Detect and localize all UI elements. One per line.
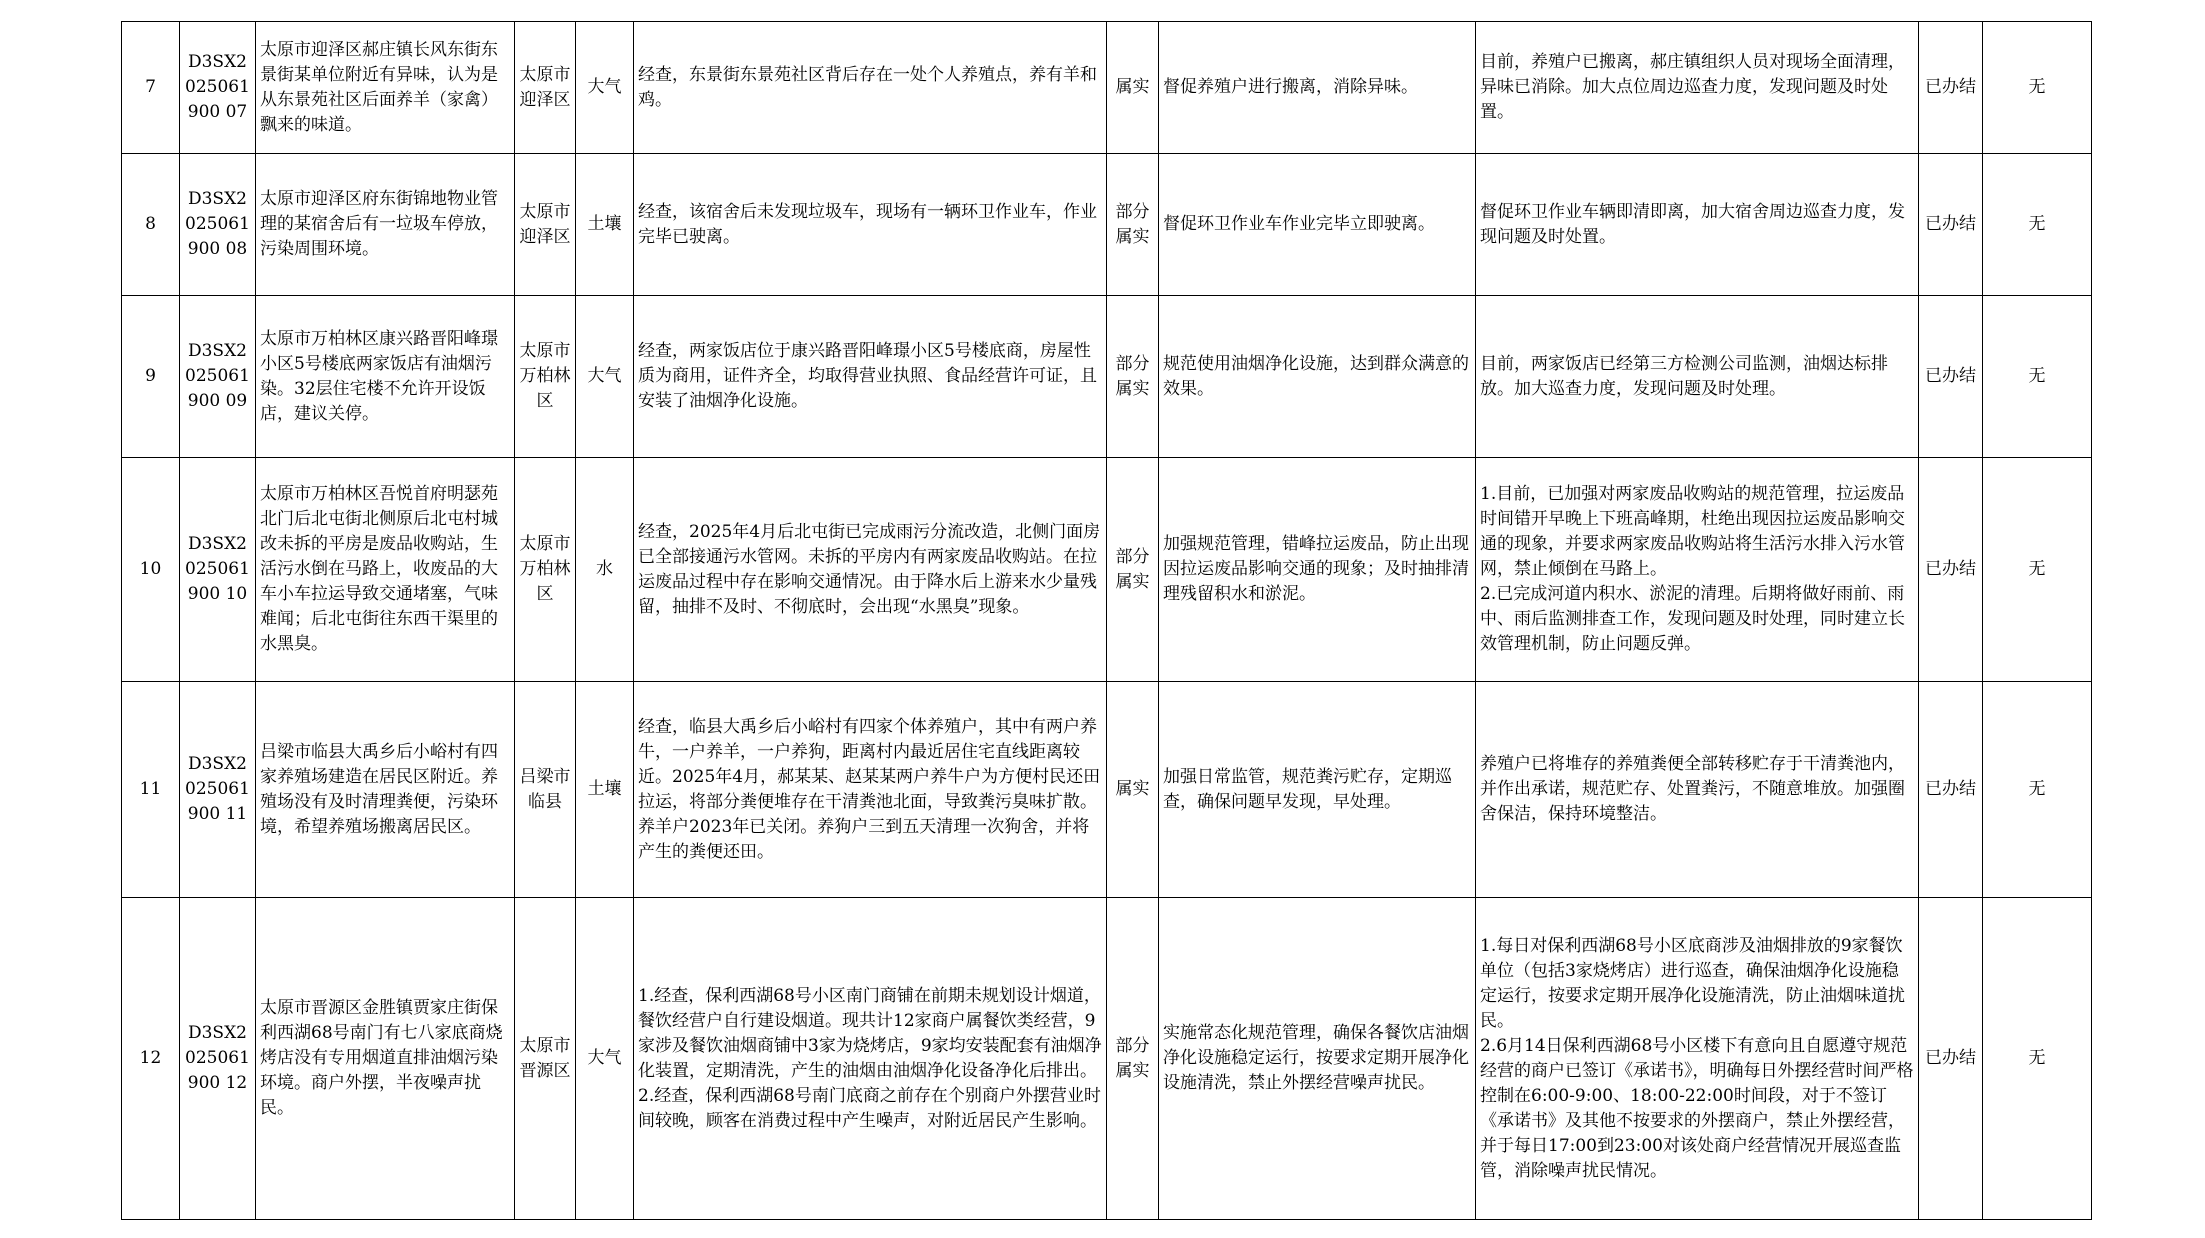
complaint-content: 太原市晋源区金胜镇贾家庄街保利西湖68号南门有七八家底商烧烤店没有专用烟道直排油烟污染环境。商户外摆，半夜噪声扰民。	[256, 898, 515, 1220]
pollution-type: 大气	[576, 22, 634, 154]
administrative-region: 太原市晋源区	[515, 898, 576, 1220]
complaint-content: 太原市迎泽区郝庄镇长风东街东景街某单位附近有异味，认为是从东景苑社区后面养羊（家禽）飘来的味道。	[256, 22, 515, 154]
rectification-result: 1.目前，已加强对两家废品收购站的规范管理，拉运废品时间错开早晚上下班高峰期，杜绝出现因拉运废品影响交通的现象，并要求两家废品收购站将生活污水排入污水管网，禁止倾倒在马路上。 2.已完成河道内积水、淤泥的清理。后期将做好雨前、雨中、雨后监测排查工作，发现问题及时处理，同时建立长效管理机制，防止问题反弹。	[1476, 458, 1919, 682]
rectification-result: 目前，两家饭店已经第三方检测公司监测，油烟达标排放。加大巡查力度，发现问题及时处理。	[1476, 296, 1919, 458]
pollution-type: 大气	[576, 898, 634, 1220]
investigation-finding: 经查，2025年4月后北屯街已完成雨污分流改造，北侧门面房已全部接通污水管网。未拆的平房内有两家废品收购站。在拉运废品过程中存在影响交通情况。由于降水后上游来水少量残留，抽排不及时、不彻底时，会出现“水黑臭”现象。	[634, 458, 1107, 682]
table-row	[122, 682, 2092, 898]
investigation-finding: 1.经查，保利西湖68号小区南门商铺在前期未规划设计烟道，餐饮经营户自行建设烟道。现共计12家商户属餐饮类经营，9家涉及餐饮油烟商铺中3家为烧烤店，9家均安装配套有油烟净化装置，定期清洗，产生的油烟由油烟净化设备净化后排出。 2.经查，保利西湖68号南门底商之前存在个别商户外摆营业时间较晚，顾客在消费过程中产生噪声，对附近居民产生影响。	[634, 898, 1107, 1220]
pollution-type: 土壤	[576, 682, 634, 898]
case-code: D3SX2025061900 10	[180, 458, 256, 682]
administrative-region: 太原市迎泽区	[515, 22, 576, 154]
rectification-result: 目前，养殖户已搬离，郝庄镇组织人员对现场全面清理，异味已消除。加大点位周边巡查力度，发现问题及时处置。	[1476, 22, 1919, 154]
administrative-region: 吕梁市临县	[515, 682, 576, 898]
row-number: 11	[122, 682, 180, 898]
investigation-finding: 经查，两家饭店位于康兴路晋阳峰璟小区5号楼底商，房屋性质为商用，证件齐全，均取得营业执照、食品经营许可证，且安装了油烟净化设施。	[634, 296, 1107, 458]
case-status: 已办结	[1919, 898, 1983, 1220]
complaint-table-body	[122, 22, 2092, 1220]
verdict: 部分属实	[1107, 458, 1159, 682]
case-code: D3SX2025061900 07	[180, 22, 256, 154]
pollution-type: 大气	[576, 296, 634, 458]
table-row	[122, 154, 2092, 296]
accountability: 无	[1983, 458, 2092, 682]
handling-measures: 督促环卫作业车作业完毕立即驶离。	[1159, 154, 1476, 296]
table-row	[122, 898, 2092, 1220]
case-status: 已办结	[1919, 296, 1983, 458]
handling-measures: 督促养殖户进行搬离，消除异味。	[1159, 22, 1476, 154]
verdict: 属实	[1107, 22, 1159, 154]
pollution-type: 土壤	[576, 154, 634, 296]
verdict: 部分属实	[1107, 296, 1159, 458]
complaint-content: 太原市迎泽区府东街锦地物业管理的某宿舍后有一垃圾车停放，污染周围环境。	[256, 154, 515, 296]
row-number: 7	[122, 22, 180, 154]
complaint-content: 吕梁市临县大禹乡后小峪村有四家养殖场建造在居民区附近。养殖场没有及时清理粪便，污染环境，希望养殖场搬离居民区。	[256, 682, 515, 898]
investigation-finding: 经查，临县大禹乡后小峪村有四家个体养殖户，其中有两户养牛，一户养羊，一户养狗，距离村内最近居住宅直线距离较近。2025年4月，郝某某、赵某某两户养牛户为方便村民还田拉运，将部分粪便堆存在干清粪池北面，导致粪污臭味扩散。养羊户2023年已关闭。养狗户三到五天清理一次狗舍，并将产生的粪便还田。	[634, 682, 1107, 898]
verdict: 属实	[1107, 682, 1159, 898]
rectification-result: 养殖户已将堆存的养殖粪便全部转移贮存于干清粪池内，并作出承诺，规范贮存、处置粪污，不随意堆放。加强圈舍保洁，保持环境整洁。	[1476, 682, 1919, 898]
handling-measures: 实施常态化规范管理，确保各餐饮店油烟净化设施稳定运行，按要求定期开展净化设施清洗，禁止外摆经营噪声扰民。	[1159, 898, 1476, 1220]
handling-measures: 加强规范管理，错峰拉运废品，防止出现因拉运废品影响交通的现象；及时抽排清理残留积水和淤泥。	[1159, 458, 1476, 682]
table-row	[122, 22, 2092, 154]
handling-measures: 规范使用油烟净化设施，达到群众满意的效果。	[1159, 296, 1476, 458]
table-row	[122, 458, 2092, 682]
administrative-region: 太原市迎泽区	[515, 154, 576, 296]
row-number: 9	[122, 296, 180, 458]
row-number: 12	[122, 898, 180, 1220]
case-status: 已办结	[1919, 458, 1983, 682]
case-code: D3SX2025061900 09	[180, 296, 256, 458]
accountability: 无	[1983, 682, 2092, 898]
accountability: 无	[1983, 296, 2092, 458]
row-number: 8	[122, 154, 180, 296]
pollution-type: 水	[576, 458, 634, 682]
case-status: 已办结	[1919, 22, 1983, 154]
complaint-content: 太原市万柏林区康兴路晋阳峰璟小区5号楼底两家饭店有油烟污染。32层住宅楼不允许开设饭店，建议关停。	[256, 296, 515, 458]
row-number: 10	[122, 458, 180, 682]
investigation-finding: 经查，该宿舍后未发现垃圾车，现场有一辆环卫作业车，作业完毕已驶离。	[634, 154, 1107, 296]
case-code: D3SX2025061900 12	[180, 898, 256, 1220]
table-row	[122, 296, 2092, 458]
rectification-result: 督促环卫作业车辆即清即离，加大宿舍周边巡查力度，发现问题及时处置。	[1476, 154, 1919, 296]
handling-measures: 加强日常监管，规范粪污贮存，定期巡查，确保问题早发现，早处理。	[1159, 682, 1476, 898]
administrative-region: 太原市万柏林区	[515, 458, 576, 682]
case-status: 已办结	[1919, 682, 1983, 898]
accountability: 无	[1983, 898, 2092, 1220]
rectification-result: 1.每日对保利西湖68号小区底商涉及油烟排放的9家餐饮单位（包括3家烧烤店）进行巡查，确保油烟净化设施稳定运行，按要求定期开展净化设施清洗，防止油烟味道扰民。 2.6月14日保利西湖68号小区楼下有意向且自愿遵守规范经营的商户已签订《承诺书》，明确每日外摆经营时间严格控制在6:00-9:00、18:00-22:00时间段，对于不签订《承诺书》及其他不按要求的外摆商户，禁止外摆经营，并于每日17:00到23:00对该处商户经营情况开展巡查监管，消除噪声扰民情况。	[1476, 898, 1919, 1220]
accountability: 无	[1983, 154, 2092, 296]
administrative-region: 太原市万柏林区	[515, 296, 576, 458]
verdict: 部分属实	[1107, 154, 1159, 296]
verdict: 部分属实	[1107, 898, 1159, 1220]
accountability: 无	[1983, 22, 2092, 154]
complaint-content: 太原市万柏林区吾悦首府明瑟苑北门后北屯街北侧原后北屯村城改未拆的平房是废品收购站，生活污水倒在马路上，收废品的大车小车拉运导致交通堵塞，气味难闻；后北屯街往东西干渠里的水黑臭。	[256, 458, 515, 682]
case-code: D3SX2025061900 11	[180, 682, 256, 898]
case-status: 已办结	[1919, 154, 1983, 296]
complaint-table	[121, 21, 2092, 1220]
investigation-finding: 经查，东景街东景苑社区背后存在一处个人养殖点，养有羊和鸡。	[634, 22, 1107, 154]
case-code: D3SX2025061900 08	[180, 154, 256, 296]
